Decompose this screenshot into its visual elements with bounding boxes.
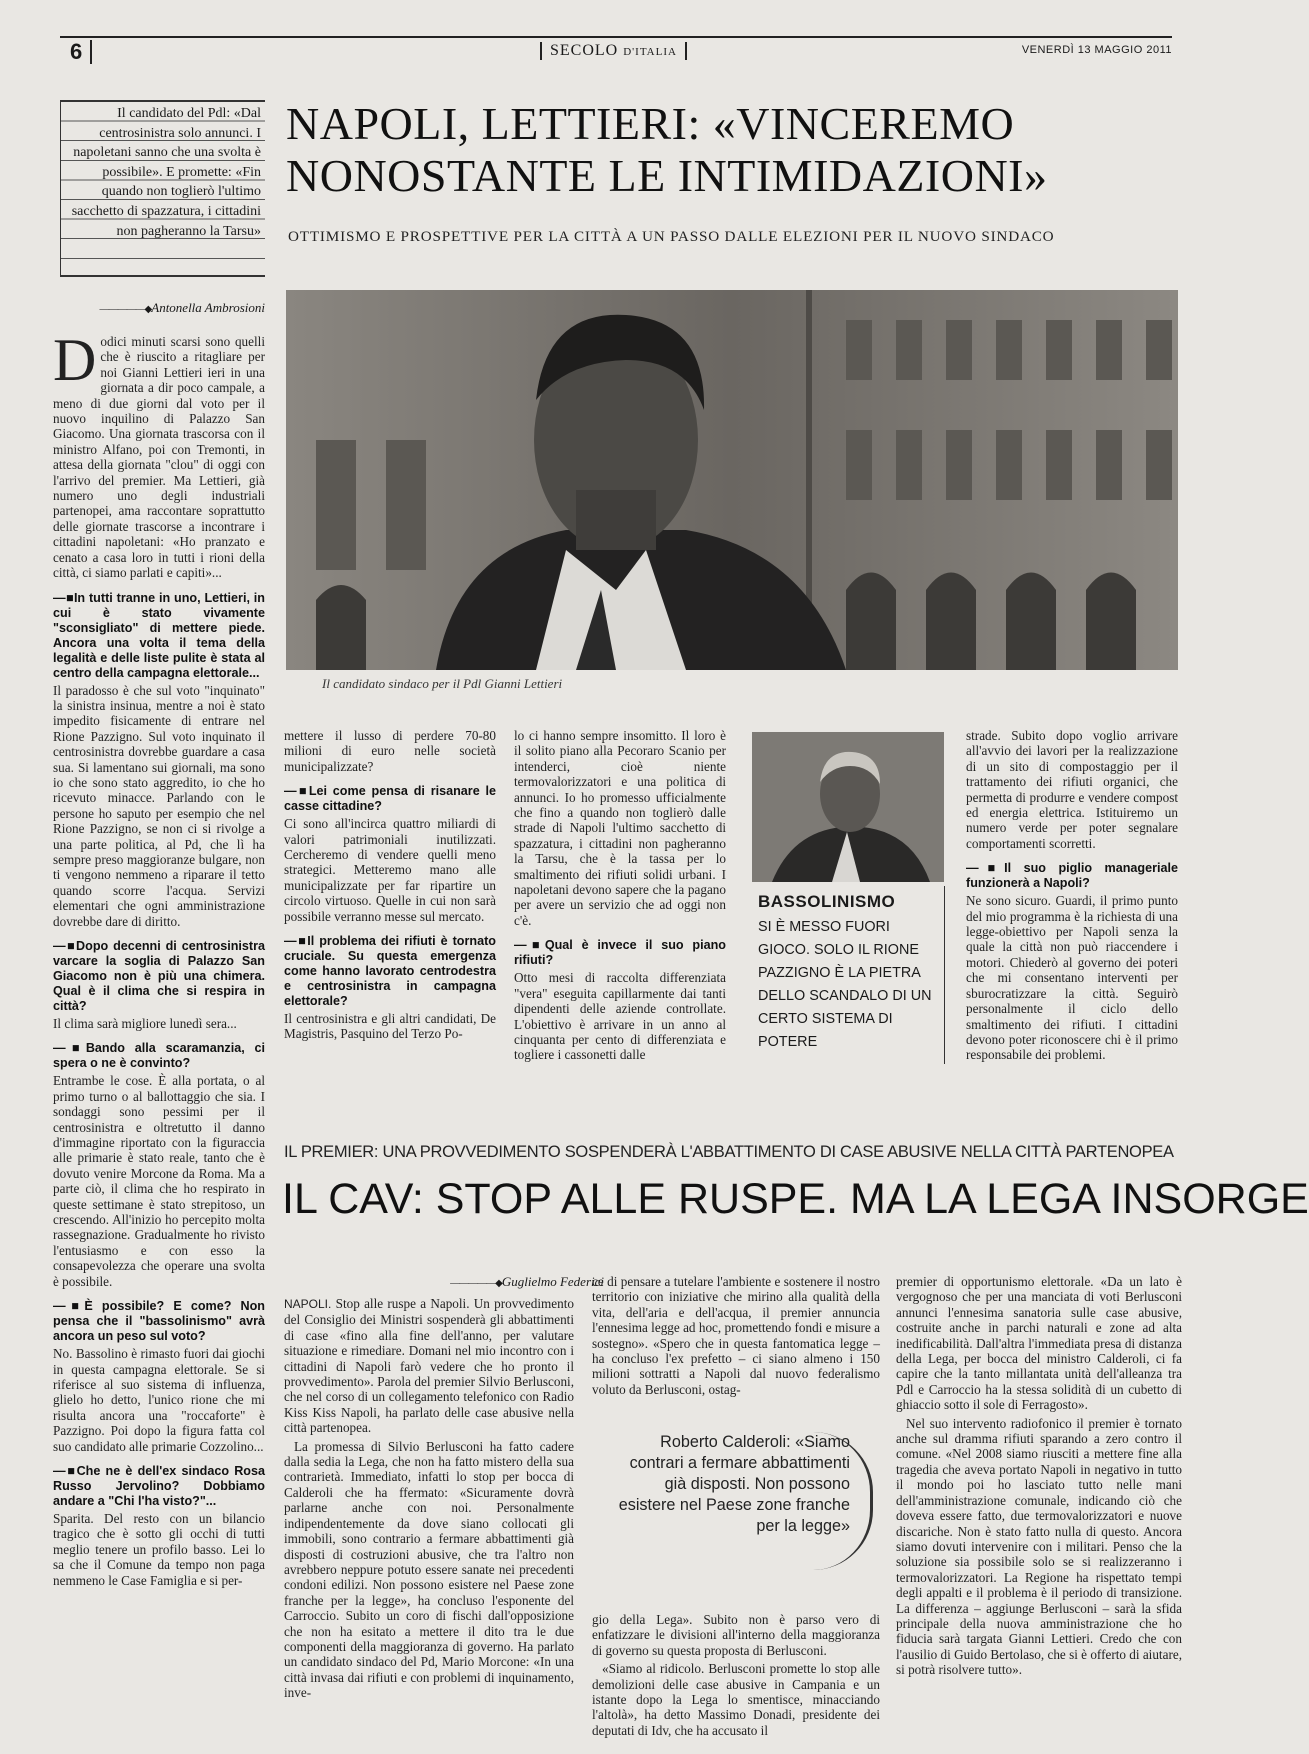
question-1: —■ In tutti tranne in uno, Lettieri, in cui è stato vivamente "sconsigliato" di mettere piede. Ancora una volta il tema della legalità e delle liste pulite è stata al centro della campagna elettorale... [53,591,265,681]
col5-answer-0: strade. Subito dopo voglio arrivare all'avvio dei lavori per la realizzazione di un sito di compostaggio per il trattamento dei rifiuti organici, che permetta di produrre e vendere compost ed energia elettrica. Istituiremo un numero verde per poter segnalare comportamenti scorretti. [966,728,1178,851]
question-2: —■ Dopo decenni di centrosinistra varcare la soglia di Palazzo San Giacomo non è più una chimera. Qual è il clima che si respira in città? [53,939,265,1014]
lead-column-3 [514,728,726,1066]
answer-1: Il paradosso è che sul voto "inquinato" la sinistra insinua, mentre a noi è stato impedito fisicamente di entrare nel Rione Pazzigno. Sul voto inquinato il centrosinistra dovrebbe guardare a casa sua. Si lamentano sui giornali, ma sono io che sono stato aggredito, io che ho ricevuto minacce. Parlando con le persone ho saputo per esempio che nel Rione Pazzigno, se non ci si rivolge a una parte politica, al Pd, che lì ha sempre preso maggioranze bulgare, non ti vengono nemmeno a riparare il tetto quando scorre l'acqua. Servizi elementari che ogni amministrazione dovrebbe dare di diritto. [53,682,265,929]
issue-date: VENERDÌ 13 MAGGIO 2011 [1021,44,1172,56]
sidebar-bassolinismo [752,886,945,1064]
second-column-b [592,1274,880,1400]
sidebar-text: SI È MESSO FUORI GIOCO. SOLO IL RIONE PAZZIGNO È LA PIETRA DELLO SCANDALO DI UN CERTO SISTEMA DI POTERE [758,919,932,1050]
masthead-main: SECOLO [550,42,619,59]
answer-3: Entrambe le cose. È alla portata, o al primo turno o al ballottaggio che sia. I sondaggi sono pessimi per il centrosinistra e oltretutto il danno d'immagine riportato con la figuraccia alle primarie è stato reale, tanto che è dovuto venire Morcone da Roma. Ma a parte ciò, il clima che ho respirato in queste settimane è stato strepitoso, un crescendo. All'inizio ho percepito molta rassegnazione. Gradualmente ho rivisto l'entusiasmo e con esso la consapevolezza che operare una svolta è possibile. [53,1073,265,1289]
lead-byline [60,300,265,316]
second-column-c [896,1274,1182,1681]
second-col-c-p1: premier di opportunismo elettorale. «Da un lato è vergognoso che per una manciata di voti Berlusconi annunci l'ennesima sanatoria sulle case abusive, costruite anche in parchi naturali e zone ad alta inedificabilità. Dall'altra l'immediata presa di distanza della Lega, per bocca del ministro Calderoli, ci fa capire che la tanto millantata unità dell'alleanza tra Pdl e Carroccio ha la stessa solidità di un cubetto di ghiaccio sotto il sole di Ferragosto». [896,1274,1182,1413]
second-byline [284,1274,604,1290]
lead-intro-text: odici minuti scarsi sono quelli che è riuscito a ritagliare per noi Gianni Lettieri ieri in una giornata a dir poco campale, a meno di due giorni dal voto per il nuovo inquilino di Palazzo San Giacomo. Una giornata trascorsa con il ministro Alfano, poi con Tremonti, in attesa della giornata "clou" di oggi con l'arrivo del premier. Ma Lettieri, già numero uno degli industriali partenopei, ama raccontare soprattutto delle giornate trascorse a incontrare i cittadini napoletani: «Ho pranzato e cenato a casa loro in tutti i rioni della città, ci siamo parlati e capiti»... [53,334,265,581]
answer-5: Sparita. Del resto con un bilancio tragico che è sotto gli occhi di tutti meglio tenere un profilo basso. Lei lo sa che il Comune da tempo non paga nemmeno le Case Famiglia e si per- [53,1510,265,1588]
question-4: —■ È possibile? E come? Non pensa che il "bassolinismo" avrà ancora un peso sul voto? [53,1299,265,1344]
second-col-b-p1: ce di pensare a tutelare l'ambiente e sostenere il nostro territorio con iniziative che mirino alla qualità della vita, dell'aria e dell'acqua, il premier annuncia l'ennesima legge ad hoc, promettendo fondi e misure a sostegno». «Spero che in questa fantomatica legge – ha concluso l'ex prefetto – ci siano almeno i 150 milioni sottratti a Napoli dal nuovo federalismo voluto da Berlusconi, ostag- [592,1274,880,1397]
photo-caption: Il candidato sindaco per il Pdl Gianni Lettieri [322,676,563,691]
second-col-a-p2: La promessa di Silvio Berlusconi ha fatto cadere dalla sedia la Lega, che non ha fatto mistero della sua contrarietà. Immediato, infatti lo stop per bocca di Calderoli che ha ffermato: «Sicuramente dovrà parlarne anche con noi. Personalmente indipendentemente da dove siano collocati gli immobili, sono contrario a fermare abbattimenti già disposti di costruzioni abusive, che tra l'altro non avrebbero neppure potuto essere sanate nei precedenti condoni edilizi. Non possono esistere nel Paese zone franche per la legge», ha concluso l'esponente del Carroccio. Subito un coro di fischi dall'opposizione che non ha esitato a mettere il dito tra le due componenti della maggioranza di governo. Ha parlato un candidato sindaco del Pd, Mario Morcone: «In una città invasa dai rifiuti e con problemi di inquinamento, inve- [284,1438,574,1701]
second-col-a-p1 [284,1296,574,1436]
sidebar-title: BASSOLINISMO [758,892,896,911]
col3-answer-1: Otto mesi di raccolta differenziata "vera" eseguita capillarmente dai tanti dipendenti delle aziende controllate. L'obiettivo è arrivare in un anno al cinquanta per cento di differenziata e togliere i cassonetti dalle [514,970,726,1063]
col2-answer-0: mettere il lusso di perdere 70-80 milioni di euro nelle società municipalizzate? [284,728,496,774]
lead-byline-text: Antonella Ambrosioni [151,300,265,315]
col2-question-1: —■ Lei come pensa di risanare le casse cittadine? [284,784,496,814]
second-column-a [284,1296,574,1704]
second-col-b-p2: gio della Lega». Subito non è parso vero di enfatizzare le divisioni all'interno della maggioranza di governo su questa proposta di Berlusconi. [592,1612,880,1658]
lead-photo [286,290,1178,670]
page-number: 6 [70,40,92,64]
second-col-b-p3: «Siamo al ridicolo. Berlusconi promette lo stop alle demolizioni delle case abusive in Campania e un istante dopo la Lega lo smentisce, minacciando l'altolà», ha detto Massimo Donadi, presidente dei deputati di Idv, che ha accusato il [592,1661,880,1738]
question-3: —■ Bando alla scaramanzia, ci spera o ne è convinto? [53,1041,265,1071]
dateline: NAPOLI. [284,1297,332,1311]
headline-line-2: NONOSTANTE LE INTIMIDAZIONI» [286,150,1048,201]
col3-answer-0: lo ci hanno sempre insomitto. Il loro è il solito piano alla Pecoraro Scanio per intenderci, cioè niente termovalorizzatori e una politica di annunci. Io ho promesso ufficialmente che fino a quando non toglierò dalle strade di Napoli l'ultimo sacchetto di spazzatura, i cittadini non pagheranno la Tarsu, che è la tassa per lo smaltimento dei rifiuti solidi urbani. I napoletani devono sapere che la pagano per avere un servizio che ad oggi non c'è. [514,728,726,928]
col5-answer-1: Ne sono sicuro. Guardi, il primo punto del mio programma è la richiesta di una legge-obiettivo per Napoli senza la quale la città non può riaccendere i motori. Chiederò al governo dei poteri che mi consentano interventi per sburocratizzare la città. Seguirò personalmente il ciclo dello smaltimento dei rifiuti. I cittadini devono poter riconoscere chi è il primo responsabile dei problemi. [966,893,1178,1063]
col2-answer-2: Il centrosinistra e gli altri candidati, De Magistris, Pasquino del Terzo Po- [284,1011,496,1042]
col5-question-1: —■ Il suo piglio manageriale funzionerà a Napoli? [966,861,1178,891]
col3-question-1: —■ Qual è invece il suo piano rifiuti? [514,938,726,968]
second-kicker: IL PREMIER: UNA PROVVEDIMENTO SOSPENDERÀ L'ABBATTIMENTO DI CASE ABUSIVE NELLA CITTÀ PARTENOPEA [284,1143,1174,1161]
question-5: —■ Che ne è dell'ex sindaco Rosa Russo Jervolino? Dobbiamo andare a "Chi l'ha visto?"... [53,1464,265,1509]
lead-intro [53,327,265,581]
second-byline-text: Guglielmo Federici [501,1274,604,1289]
col2-answer-1: Ci sono all'incirca quattro miliardi di valori patrimoniali inutilizzati. Cercheremo di vendere quelli meno strategici. Metteremo mano alle municipalizzate per far ripartire un circolo virtuoso. Quelle in cui non sarà possibile verranno messe sul mercato. [284,816,496,924]
second-column-b-lower [592,1612,880,1741]
col2-question-2: —■ Il problema dei rifiuti è tornato cruciale. Su questa emergenza come hanno lavorato centrodestra e centrosinistra in campagna elettorale? [284,934,496,1009]
page-header [60,36,1172,66]
drop-cap: D [53,327,97,393]
pull-quote-text: Roberto Calderoli: «Siamo contrari a fermare abbattimenti già disposti. Non possono esistere nel Paese zone franche per la legge» [618,1433,850,1535]
lettieri-portrait [286,290,1178,670]
headline-line-1: NAPOLI, LETTIERI: «VINCEREMO [286,98,1015,149]
lead-column-1 [53,327,266,1591]
lead-column-2 [284,728,496,1045]
bassolino-photo [752,732,944,882]
bassolino-portrait [752,732,944,882]
masthead-small: D'ITALIA [623,46,677,58]
summary-box [60,100,265,277]
lead-headline [286,98,1182,202]
second-headline: IL CAV: STOP ALLE RUSPE. MA LA LEGA INSORGE [282,1175,1309,1223]
answer-4: No. Bassolino è rimasto fuori dai giochi in questa campagna elettorale. Se si riferisce al suo sistema di influenza, glielo ho detto, l'unico rione che mi risulta ancora una "roccaforte" è Pazzigno. Poi dopo la figura fatta col suo candidato alle primarie Cozzolino... [53,1346,265,1454]
lead-subheadline: OTTIMISMO E PROSPETTIVE PER LA CITTÀ A UN PASSO DALLE ELEZIONI PER IL NUOVO SINDACO [288,228,1055,245]
answer-2: Il clima sarà migliore lunedì sera... [53,1016,237,1031]
masthead [540,42,687,60]
second-col-a-text1: Stop alle ruspe a Napoli. Un provvedimento del Consiglio dei Ministri sospenderà gli abbattimenti di case «fino alla fine dell'anno, per valutare situazione e rimediare. Domani nel mio incontro con i cittadini di Napoli farò vedere che ho pronto il provvedimento». Parola del premier Silvio Berlusconi, che nel corso di un collegamento telefonico con Radio Kiss Kiss Napoli, ha parlato delle case abusive nella città partenopea. [284,1296,574,1436]
summary-text: Il candidato del Pdl: «Dal centrosinistra solo annunci. I napoletani sanno che una svolta è possibile». E promette: «Fin quando non toglierò l'ultimo sacchetto di spazzatura, i cittadini non pagheranno la Tarsu» [71,106,261,239]
lead-column-5 [966,728,1178,1066]
second-col-c-p2: Nel suo intervento radiofonico il premier è tornato anche sul dramma rifiuti sparando a zero contro il comune. «Nel 2008 siamo riusciti a mettere fine alla tragedia che aveva portato Napoli in negativo in tutto il mondo poi ho lasciato tutto nelle mani dell'amministrazione comunale, indicando ciò che doveva essere fatto, due termovalorizzatori e nuove discariche. Non è stato fatto nulla di questo. Ancora siamo dovuti intervenire con i militari. Penso che la soluzione sia possibile solo se si realizzeranno i termovalorizzatori. La Regione ha rispettato tempi degli appalti e il problema è il periodo di transizione. La differenza – aggiunge Berlusconi – sarà la sfida principale della nuova amministrazione che ho fiducia sarà targata Gianni Lettieri. Credo che con l'ausilio di Guido Bertolaso, che si è offerto di aiutare, si potrà risolvere tutto». [896,1415,1182,1678]
pull-quote [610,1432,873,1570]
